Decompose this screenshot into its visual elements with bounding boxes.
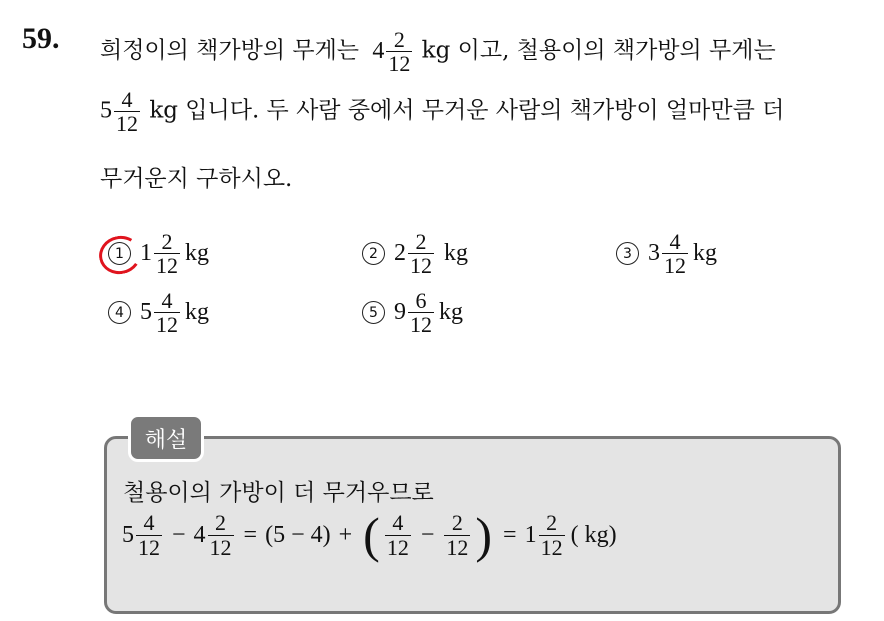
option-fraction [154,289,180,336]
option-fraction [662,230,688,277]
eq-operator: − [172,521,186,548]
fraction-denominator: 12 [540,534,563,560]
fraction-whole: 4 [372,37,385,64]
option-fraction [408,230,434,277]
fraction-denominator: 12 [156,312,178,338]
left-paren: ( [363,507,380,563]
fraction-denominator: 12 [664,253,686,279]
question-text-1a: 희정이의 책가방의 무게는 [100,37,360,64]
option-fraction [408,289,434,336]
eq-fraction [539,511,565,558]
fraction-denominator: 12 [156,253,178,279]
question-text-1b: kg 이고, 철용이의 책가방의 무게는 [421,37,776,64]
option-2[interactable] [362,230,468,277]
eq-operator: − [420,521,435,548]
eq-operator: = [243,521,258,548]
fraction-numerator: 6 [415,288,427,313]
fraction-numerator: 2 [161,229,173,254]
option-unit: kg [444,240,468,267]
option-number-circle: 5 [362,301,385,324]
solution-equation [122,507,617,563]
fraction-denominator: 12 [410,253,432,279]
option-unit: kg [693,240,717,267]
fraction [114,88,140,135]
option-number-circle: 1 [108,242,131,265]
question-line-3: 무거운지 구하시오. [100,166,293,192]
fraction-denominator: 12 [410,312,432,338]
eq-operator: + [338,521,353,548]
fraction-numerator: 2 [546,510,558,536]
eq-fraction [136,511,162,558]
solution-text: 철용이의 가방이 더 무거우므로 [123,480,434,506]
option-whole: 1 [140,240,152,267]
option-unit: kg [185,299,209,326]
fraction-numerator: 2 [215,510,227,536]
fraction [386,28,412,75]
option-whole: 3 [648,240,660,267]
option-number-circle: 4 [108,301,131,324]
option-4[interactable] [108,289,209,336]
fraction-numerator: 4 [161,288,173,313]
option-whole: 9 [394,299,406,326]
eq-whole: 4 [193,521,206,548]
fraction-denominator: 12 [386,534,409,560]
fraction-denominator: 12 [446,534,469,560]
fraction-numerator: 2 [393,27,405,52]
fraction-numerator: 2 [415,229,427,254]
question-line-2 [100,88,784,135]
eq-paren-expression: (5 − 4) [265,521,331,548]
option-1[interactable] [108,230,209,277]
eq-whole: 1 [524,521,537,548]
fraction-denominator: 12 [138,534,160,560]
right-paren: ) [475,507,493,563]
question-number: 59. [22,22,60,55]
option-number-circle: 3 [616,242,639,265]
eq-fraction [385,511,411,558]
question-text-2b: kg 입니다. 두 사람 중에서 무거운 사람의 책가방이 얼마만큼 더 [149,97,785,124]
option-5[interactable] [362,289,463,336]
option-unit: kg [439,299,463,326]
option-fraction [154,230,180,277]
fraction-denominator: 12 [116,111,138,137]
fraction-numerator: 2 [451,510,463,536]
eq-fraction [444,511,470,558]
option-unit: kg [185,240,209,267]
solution-tag: 해설 [128,414,204,462]
fraction-numerator: 4 [143,510,155,536]
option-whole: 2 [394,240,406,267]
question-line-1 [100,28,776,75]
fraction-whole: 5 [100,97,112,124]
option-3[interactable] [616,230,717,277]
fraction-numerator: 4 [669,229,681,254]
eq-unit: ( kg) [570,521,617,548]
option-number-circle: 2 [362,242,385,265]
eq-fraction [208,511,234,558]
eq-whole: 5 [122,521,134,548]
fraction-numerator: 4 [121,87,133,112]
fraction-denominator: 12 [209,534,232,560]
fraction-denominator: 12 [388,51,411,77]
option-whole: 5 [140,299,152,326]
fraction-numerator: 4 [392,510,404,536]
eq-operator: = [503,521,517,548]
